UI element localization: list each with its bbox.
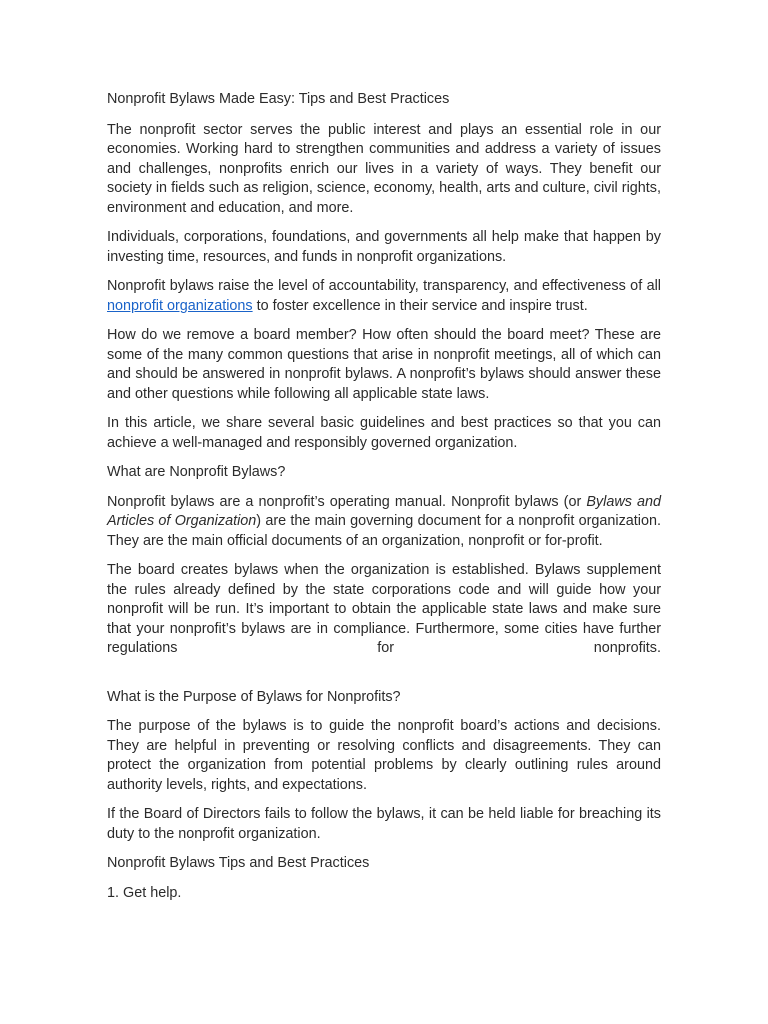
document-title: Nonprofit Bylaws Made Easy: Tips and Best Practices: [107, 91, 450, 107]
document-page: [107, 90, 661, 913]
nonprofit-organizations-link[interactable]: nonprofit organizations: [107, 297, 253, 314]
what-paragraph-1-italic-term: Bylaws and Articles of Organization: [107, 493, 662, 529]
what-paragraph-1-text-before: Nonprofit bylaws are a nonprofit’s operating manual. Nonprofit bylaws (or: [107, 493, 587, 510]
purpose-paragraph-1: The purpose of the bylaws is to guide the nonprofit board’s actions and decisions. They are helpful in preventing or resolving conflicts and disagreements. They can protect the organization from potential problems by clearly outlining rules around authority levels, rights, and expectations.: [107, 718, 661, 793]
intro-paragraph-1: The nonprofit sector serves the public interest and plays an essential role in our economies. Working hard to strengthen communities and address a variety of issues and challenges, nonprofits enrich our lives in a variety of ways. They benefit our society in fields such as religion, science, economy, health, arts and culture, civil rights, environment and education, and more.: [107, 121, 661, 216]
what-paragraph-1-text-after: ) are the main governing document for a nonprofit organization. They are the main official documents of an organization, nonprofit or for-profit.: [107, 513, 661, 549]
intro-paragraph-3-text-after: to foster excellence in their service and inspire trust.: [252, 297, 588, 314]
section-heading-tips: Nonprofit Bylaws Tips and Best Practices: [107, 855, 370, 871]
intro-paragraph-3-text-before: Nonprofit bylaws raise the level of accountability, transparency, and effectiveness of all: [107, 278, 661, 294]
section-heading-purpose: What is the Purpose of Bylaws for Nonprofits?: [107, 688, 401, 705]
what-paragraph-2: The board creates bylaws when the organization is established. Bylaws supplement the rules already defined by the state corporations code and will guide how your nonprofit will be run. It’s important to obtain the applicable state laws and make sure that your nonprofit’s bylaws are in compliance. Furthermore, some cities have further regulations for nonprofits.: [107, 562, 661, 656]
purpose-paragraph-2: If the Board of Directors fails to follow the bylaws, it can be held liable for breaching its duty to the nonprofit organization.: [107, 806, 661, 842]
what-paragraph-1: [107, 493, 661, 552]
intro-paragraph-3: [107, 277, 661, 316]
section-heading-what-are-bylaws: What are Nonprofit Bylaws?: [107, 464, 286, 480]
intro-paragraph-5: In this article, we share several basic guidelines and best practices so that you can achieve a well-managed and responsibly governed organization.: [107, 415, 661, 451]
tip-item-1: 1. Get help.: [107, 884, 182, 901]
intro-paragraph-4: How do we remove a board member? How often should the board meet? These are some of the many common questions that arise in nonprofit meetings, all of which can and should be answered in nonprofit bylaws. A nonprofit’s bylaws should answer these and other questions while following all applicable state laws.: [107, 327, 661, 402]
intro-paragraph-2: Individuals, corporations, foundations, and governments all help make that happen by investing time, resources, and funds in nonprofit organizations.: [107, 229, 661, 265]
